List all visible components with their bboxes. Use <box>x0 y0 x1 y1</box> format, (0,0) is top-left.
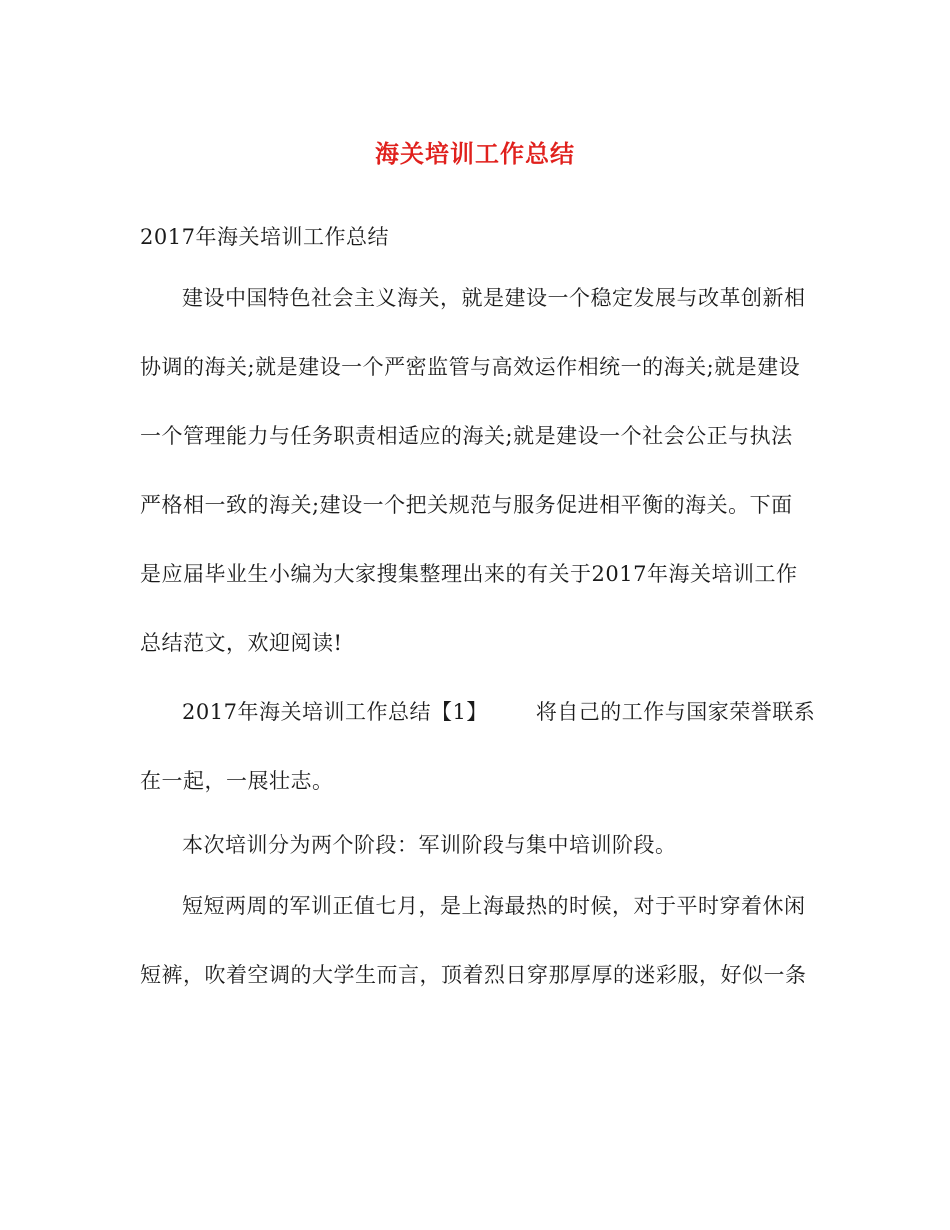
paragraph1-line6: 总结范文，欢迎阅读! <box>140 631 343 655</box>
paragraph4-line1: 短短两周的军训正值七月，是上海最热的时候，对于平时穿着休闲 <box>182 894 806 918</box>
paragraph1-line1: 建设中国特色社会主义海关，就是建设一个稳定发展与改革创新相 <box>182 286 806 310</box>
paragraph4-line2: 短裤，吹着空调的大学生而言，顶着烈日穿那厚厚的迷彩服，好似一条 <box>140 963 807 987</box>
document-title: 海关培训工作总结 <box>375 139 575 168</box>
paragraph1-line4: 严格相一致的海关;建设一个把关规范与服务促进相平衡的海关。下面 <box>140 493 793 517</box>
section1-heading: 2017年海关培训工作总结【1】 <box>182 700 488 724</box>
section1-line2: 在一起，一展壮志。 <box>140 769 334 793</box>
paragraph1-line5: 是应届毕业生小编为大家搜集整理出来的有关于2017年海关培训工作 <box>140 562 798 586</box>
section1-line1 <box>182 697 815 727</box>
paragraph1-line2: 协调的海关;就是建设一个严密监管与高效运作相统一的海关;就是建设 <box>140 355 801 379</box>
section1-text: 将自己的工作与国家荣誉联系 <box>535 700 816 724</box>
paragraph1-line3: 一个管理能力与任务职责相适应的海关;就是建设一个社会公正与执法 <box>140 424 793 448</box>
document-subtitle: 2017年海关培训工作总结 <box>140 225 389 249</box>
paragraph3: 本次培训分为两个阶段：军训阶段与集中培训阶段。 <box>182 833 677 857</box>
